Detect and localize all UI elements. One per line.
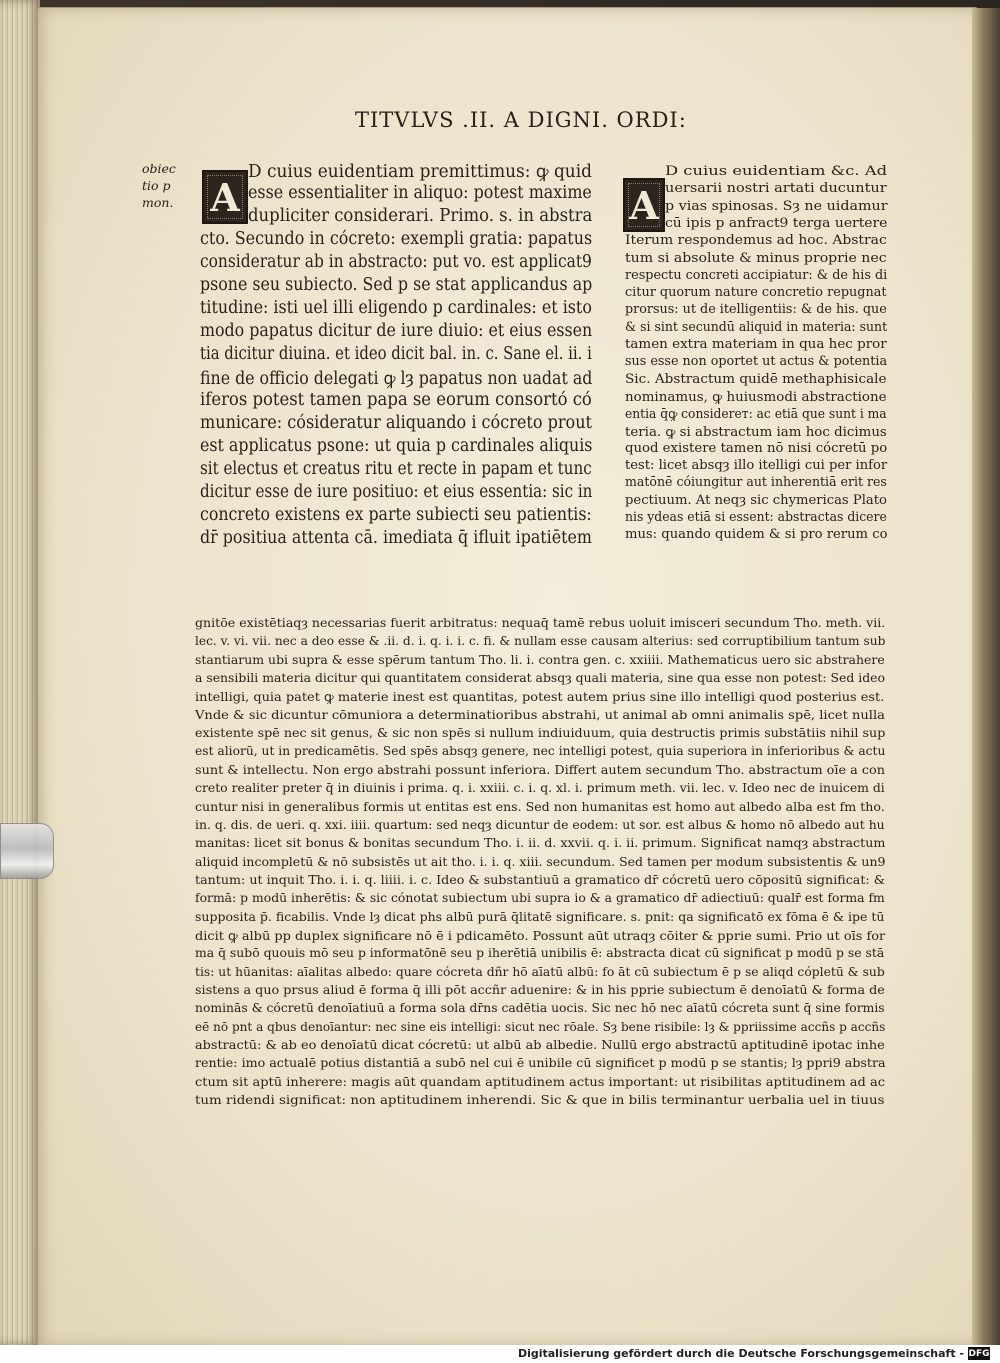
drop-cap-left: A [202, 170, 248, 224]
left-col-line: modo papatus dicitur de iure diuio: et eius essen [200, 321, 593, 341]
right-col-line: & si sint secundū aliquid in materia: sunt [625, 318, 888, 334]
bottom-text-line: stantiarum ubi supra & esse spērum tantum Tho. li. i. contra gen. c. xxiiii. Mathematicus uero sic abstrahere [195, 651, 885, 667]
right-col-line: nis ydeas etiā si essent: abstractas dicere [625, 509, 887, 524]
right-col-line: respectu concreti accipiatur: & de his di [625, 266, 888, 282]
bottom-text-line: sistens a quo prsus aliud ē forma q̄ illi pōt accñr aduenire: & in his pprie subiectum ē denoīatū & forma de [195, 982, 885, 997]
bottom-text-line: ma q̄ subō quouis mō seu p informatōnē seu p iherētiā unibilis ē: abstracta dicat cū significat p modū p se stā [195, 945, 885, 961]
book-right-edge [972, 8, 1000, 1346]
left-col-line: dr̄ positiua attenta cā. imediata q̄ ifluit ipatiētem [200, 528, 592, 548]
dfg-logo: DFG [968, 1348, 990, 1359]
left-col-line: esse essentialiter in aliquo: potest maxime [248, 183, 592, 203]
bottom-text-line: cuntur nisi in generalibus formis ut entitas est ens. Sed non humanitas est homo aut albedo alba est fm tho. [195, 798, 885, 814]
bottom-text-line: lec. v. vi. vii. nec a deo esse & .ii. d. i. q. i. i. c. fi. & nullam esse causam alterius: sed corruptibilium tantum sub [195, 633, 886, 649]
left-col-line: dupliciter considerari. Primo. s. in abstra [248, 206, 593, 226]
left-col-line: sit electus et creatus ritu et recte in papam et tunc [200, 459, 592, 479]
footer-credit: Digitalisierung gefördert durch die Deutsche Forschungsgemeinschaft - [517, 1347, 964, 1360]
left-col-line: fine de officio delegati ꝙ lȝ papatus non uadat ad [200, 369, 593, 389]
bottom-text-line: est aliorū, ut in predicamētis. Sed spēs absqȝ genere, nec intelligi potest, quia superiora in inferioribus & actu [195, 743, 886, 759]
page-clip [0, 823, 54, 879]
bottom-text-line: rentie: imo actualē potius distantiā a subō nel cui ē unibile cū significet p modū p se stantis; lȝ ppri9 abstra [195, 1055, 886, 1071]
right-col-line: Sic. Abstractum quidē methaphisicale [625, 370, 887, 386]
left-col-line: iferos potest tamen papa se eorum consortó có [200, 390, 592, 410]
right-col-line: D cuius euidentiam &c. Ad [665, 163, 888, 178]
bottom-text-line: Vnde & sic dicuntur cōmuniora a determinatioribus abstrahi, ut animal ab omni animalis spē, licet nulla [195, 706, 885, 722]
right-col-line: p vias spinosas. Sȝ ne uidamur [665, 197, 888, 213]
bottom-text-line: creto realiter preter q̄ in diuinis i prima. q. i. xxiii. c. i. q. xl. i. primum meth. vii. lec. v. Ideo nec de inuicem di [195, 780, 885, 796]
left-col-line: est applicatus psone: ut quia p cardinales aliquis [200, 436, 593, 456]
left-col-line: dicitur esse de iure positiuo: et eius essentia: sic in [200, 482, 593, 502]
drop-cap-right: A [623, 178, 665, 232]
bottom-text-line: tis: ut hūanitas: aīalitas albedo: quare cócreta dñr hō aīatū albū: fo āt cū subiectum ē p se aliqd cópletū & sub [195, 963, 885, 979]
right-col-line: tum si absolute & minus proprie nec [625, 249, 887, 265]
right-col-line: entia q̄ꝙ considerет: ac etiā que sunt i ma [625, 406, 887, 422]
bottom-text-line: gnitōe existētiaqȝ necessarias fuerit arbitratus: nequaq̄ tamē rebus uoluit imisceri secundum Tho. meth. vii. [195, 615, 886, 630]
right-col-line: pectiuum. At neqȝ sic chymericas Plato [625, 491, 887, 507]
right-col-line: mus: quando quidem & si pro rerum co [625, 526, 888, 542]
left-col-line: psone seu subiecto. Sed p se stat applicandus ap [200, 275, 593, 295]
bottom-text-line: dicit ꝙ albū pp duplex significare nō ē i pdicamēto. Possunt aūt utraqȝ cōiter & pprie sumi. Prio ut oīs for [195, 927, 886, 943]
right-col-line: Iterum respondemus ad hoc. Abstrac [625, 232, 887, 248]
bottom-text-line: in. q. dis. de ueri. q. xxi. iiii. quartum: sed neqȝ dicuntur de eodem: ut sor. est albus & homo nō albedo aut hu [195, 816, 885, 832]
bottom-text-line: tum ridendi significat: non aptitudinem inherendi. Sic & que in bilis terminantur uerbalia uel in tiuus [195, 1092, 885, 1108]
left-col-line: concreto existens ex parte subiecti seu patientis: [200, 505, 592, 525]
right-col-line: prorsus: ut de itelligentiis: & de his. que [625, 301, 887, 317]
bottom-text-line: eē nō pnt a qbus denoīantur: nec sine eis intelligi: sicut nec rōale. Sȝ bene risibile: lȝ & ppriissime accñs p accñs [195, 1018, 886, 1034]
left-col-line: municare: cósideratur aliquando i cócreto prout [200, 413, 593, 433]
right-col-line: matōnē cóiungitur aut inherentiā erit res [625, 474, 887, 490]
bottom-text-line: existente spē nec sit genus, & sic non spēs si nullum indiuiduum, quia destructis primis substātiis nihil sup [195, 725, 886, 741]
running-head: TITVLVS .II. A DIGNI. ORDI: [355, 108, 687, 132]
bottom-text-line: nominās & cócretū denoīatiuū a forma sola dr̄ns cadētia uocis. Sic nec hō nec aīatū cócreta sunt q̄ sine formis [195, 1000, 885, 1016]
bottom-text-line: intelligi, quia patet ꝙ materie inest est quantitas, potest autem prius sine illo intelligi quod posterius est. [195, 689, 885, 705]
bottom-text-line: formā: p modū inherētis: & sic cónotat subiectum ubi supra io & a gramatico dr̄ adiectiuū: qualr̄ est forma fm [195, 890, 885, 906]
bottom-text-line: manitas: licet sit bonus & bonitas secundum Tho. i. ii. d. xxvii. q. i. ii. primum. Significat namqȝ abstractum [195, 835, 886, 851]
right-col-line: citur quorum nature concretio repugnat [625, 284, 887, 300]
left-col-line: cto. Secundo in cócreto: exempli gratia: papatus [200, 229, 593, 249]
left-col-line: D cuius euidentiam premittimus: ꝙ quid [248, 162, 592, 182]
right-col-line: test: licet absqȝ illo itelligi cui per infor [625, 457, 888, 473]
bottom-text-line: a sensibili materia dicitur qui quantitatem considerat absqȝ quali materia, sine qua esse non potest: Sed ideo [195, 670, 885, 686]
left-col-line: consideratur ab in abstracto: put vo. est applicat9 [200, 252, 592, 272]
right-col-line: quod existere tamen nō nisi cócretū po [625, 439, 888, 455]
bottom-text-line: tantum: ut inquit Tho. i. i. q. liiii. i. c. Ideo & substantiuū a gramatico dr̄ cócretū uero cōpositū significat: & [195, 871, 885, 887]
margin-note: obiec tio p mon. [142, 161, 176, 210]
right-col-line: uersarii nostri artati ducuntur [665, 180, 887, 196]
bottom-text-line: supposita p̄. ficabilis. Vnde lȝ dicat phs albū purā q̄litatē significare. s. pnit: qa significatō ex fōma ē & ipe tū [195, 908, 885, 924]
bottom-text-line: aliquid incompletū & nō subsistēs ut ait tho. i. i. q. xiii. secundum. Sed tamen per modum subsistentis & un9 [195, 853, 886, 869]
bottom-text-line: ctum sit aptū inherere: magis aūt quandam aptitudinem actus important: ut risibilitas aptitudinem ad ac [195, 1073, 885, 1089]
bottom-text-line: sunt & intellectu. Non ergo abstrahi possunt inferiora. Differt autem secundum Tho. abstractum oīe a con [195, 761, 886, 777]
book-binding-edge [0, 0, 40, 1345]
right-col-line: nominamus, ꝙ huiusmodi abstractione [625, 388, 887, 404]
right-col-line: sus esse non oportet ut actus & potentia [625, 353, 888, 369]
right-col-line: tamen extra materiam in qua hec pror [625, 336, 887, 351]
right-col-line: teria. ꝙ si abstractum iam hoc dicimus [625, 423, 887, 439]
bottom-text-line: abstractū: & ab eo denoīatū dicat cócretū: ut albū ab albedie. Nullū ergo abstractū aptitudinē ipotac inhe [195, 1037, 885, 1053]
right-col-line: cū ipis p anfract9 terga uertere [665, 214, 888, 230]
left-col-line: tia dicitur diuina. et ideo dicit bal. in. c. Sane el. ii. i [200, 344, 592, 364]
left-col-line: titudine: isti uel illi eligendo p cardinales: et isto [200, 298, 592, 318]
